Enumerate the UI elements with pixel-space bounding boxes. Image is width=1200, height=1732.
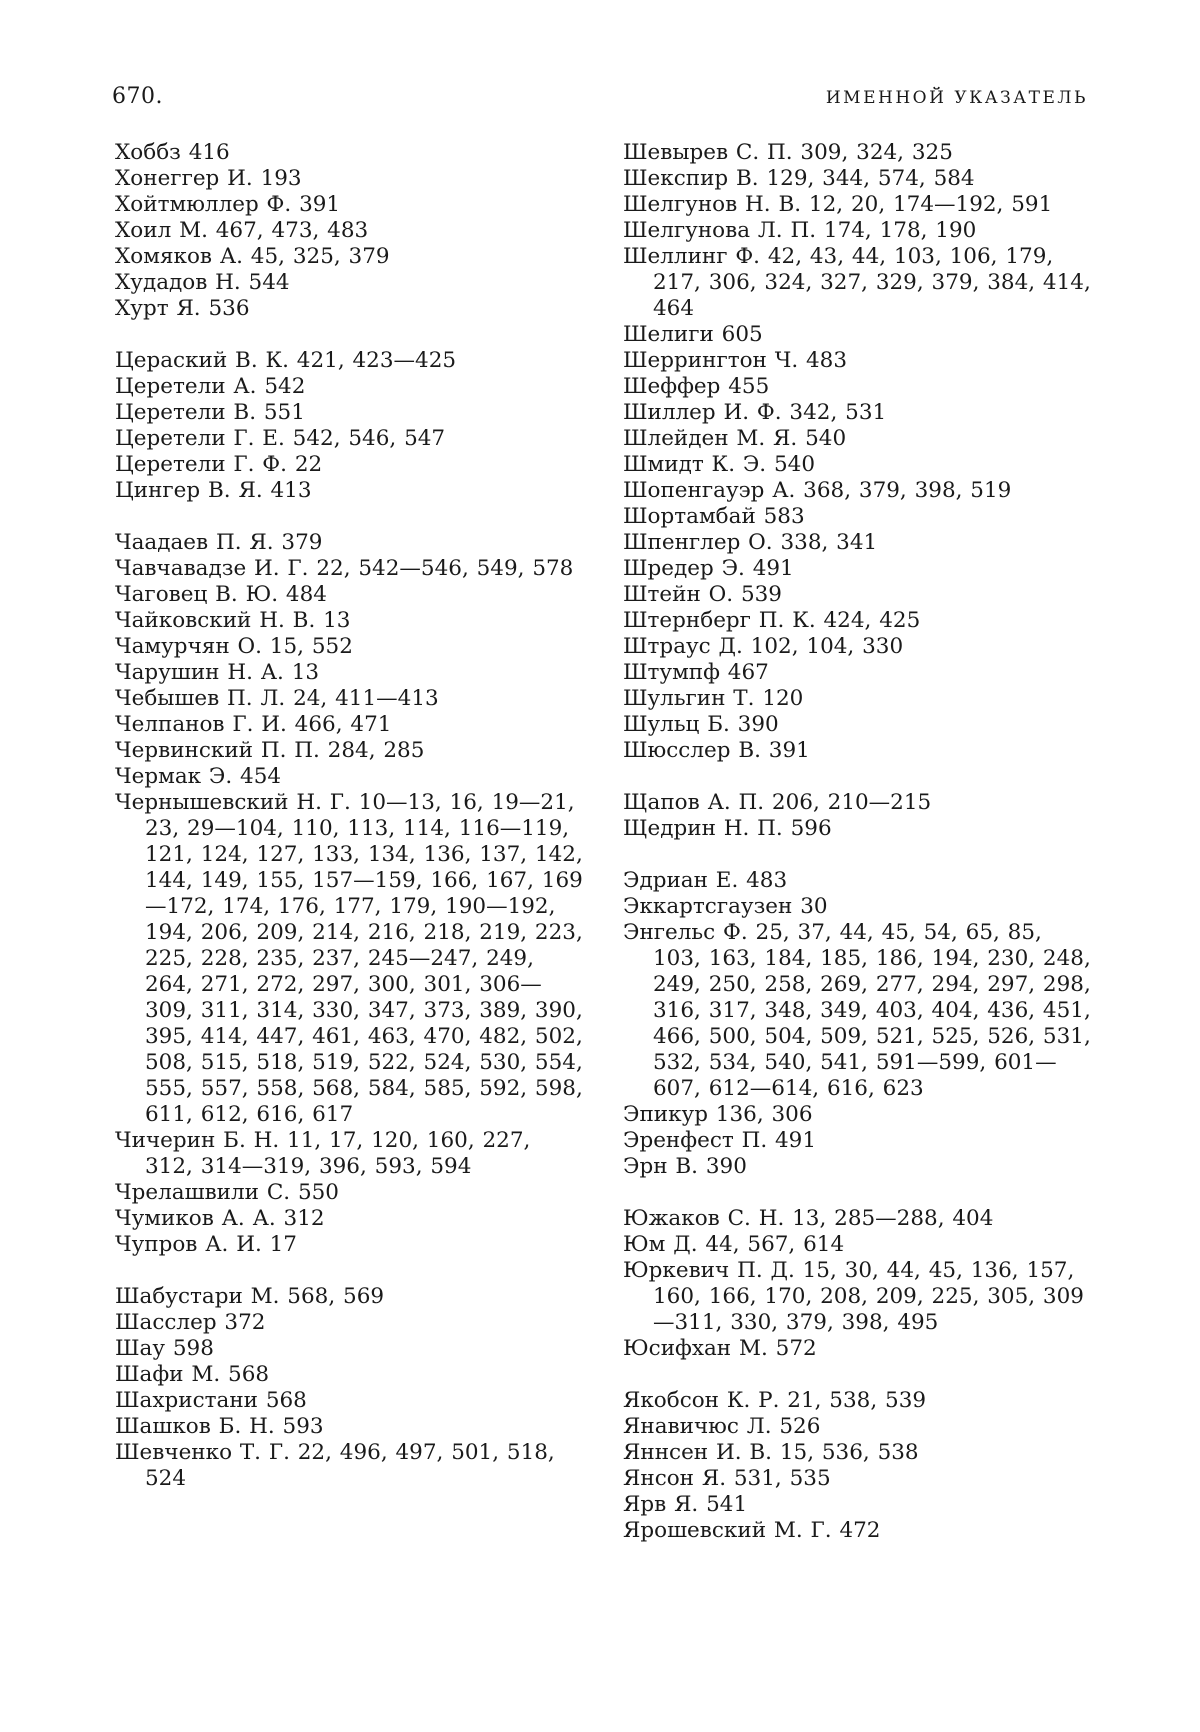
index-letter-group [115,140,585,322]
index-entry: Церетели А. 542 [115,374,306,399]
index-entry: Щедрин Н. П. 596 [623,816,832,841]
page-header [112,84,1088,114]
index-letter-group [623,868,1093,1180]
index-entry: Чичерин Б. Н. 11, 17, 120, 160, 227, 312, 314—319, 396, 593, 594 [115,1128,531,1179]
index-entry: Шелгунов Н. В. 12, 20, 174—192, 591 [623,192,1053,217]
index-entry: Хурт Я. 536 [115,296,250,321]
index-entry: Шиллер И. Ф. 342, 531 [623,400,887,425]
index-letter-group [623,1388,1093,1544]
index-letter-group [623,1206,1093,1362]
index-entry: Эккартсгаузен 30 [623,894,828,919]
index-entry: Эдриан Е. 483 [623,868,788,893]
index-entry: Шелгунова Л. П. 174, 178, 190 [623,218,977,243]
running-title: ИМЕННОЙ УКАЗАТЕЛЬ [825,88,1088,108]
index-entry: Чернышевский Н. Г. 10—13, 16, 19—21, 23, 29—104, 110, 113, 114, 116—119, 121, 124, 127, 133, 134, 136, 137, 142, 144, 149, 155, 157—159, 166, 167, 169—172, 174, 176, 177, 179, 190—192, 194, 206, 209, 214, 216, 218, 219, 223, 225, 228, 235, 237, 245—247, 249, 264, 271, 272, 297, 300, 301, 306—309, 311, 314, 330, 347, 373, 389, 390, 395, 414, 447, 461, 463, 470, 482, 502, 508, 515, 518, 519, 522, 524, 530, 554, 555, 557, 558, 568, 584, 585, 592, 598, 611, 612, 616, 617 [115,790,583,1127]
index-entry: Шеррингтон Ч. 483 [623,348,848,373]
index-entry: Чермак Э. 454 [115,764,282,789]
index-entry: Шмидт К. Э. 540 [623,452,816,477]
index-entry: Штернберг П. К. 424, 425 [623,608,921,633]
index-entry: Шортамбай 583 [623,504,805,529]
index-letter-group [115,1284,585,1492]
index-entry: Церетели В. 551 [115,400,305,425]
page-number: 670. [112,84,163,109]
index-entry: Чайковский Н. В. 13 [115,608,351,633]
index-entry: Челпанов Г. И. 466, 471 [115,712,392,737]
index-entry: Шахристани 568 [115,1388,307,1413]
index-entry: Шеффер 455 [623,374,770,399]
index-entry: Хонеггер И. 193 [115,166,302,191]
index-entry: Шабустари М. 568, 569 [115,1284,385,1309]
index-entry: Шпенглер О. 338, 341 [623,530,878,555]
index-entry: Шафи М. 568 [115,1362,270,1387]
index-entry: Шелиги 605 [623,322,763,347]
index-entry: Чупров А. И. 17 [115,1232,297,1257]
index-entry: Шау 598 [115,1336,214,1361]
index-entry: Янавичюс Л. 526 [623,1414,821,1439]
index-entry: Хойтмюллер Ф. 391 [115,192,341,217]
index-entry: Штраус Д. 102, 104, 330 [623,634,904,659]
index-entry: Церетели Г. Ф. 22 [115,452,323,477]
index-entry: Шюсслер В. 391 [623,738,810,763]
index-entry: Чавчавадзе И. Г. 22, 542—546, 549, 578 [115,556,574,581]
index-letter-group [115,530,585,1258]
index-entry: Шасслер 372 [115,1310,266,1335]
index-entry: Энгельс Ф. 25, 37, 44, 45, 54, 65, 85, 103, 163, 184, 185, 186, 194, 230, 248, 249, 250, 258, 269, 277, 294, 297, 298, 316, 317, 348, 349, 403, 404, 436, 451, 466, 500, 504, 509, 521, 525, 526, 531, 532, 534, 540, 541, 591—599, 601—607, 612—614, 616, 623 [623,920,1091,1101]
index-entry: Ярв Я. 541 [623,1492,748,1517]
index-entry: Шопенгауэр А. 368, 379, 398, 519 [623,478,1012,503]
index-entry: Шульгин Т. 120 [623,686,804,711]
index-entry: Червинский П. П. 284, 285 [115,738,425,763]
index-entry: Шеллинг Ф. 42, 43, 44, 103, 106, 179, 217, 306, 324, 327, 329, 379, 384, 414, 464 [623,244,1091,321]
index-entry: Цераский В. К. 421, 423—425 [115,348,457,373]
index-entry: Чарушин Н. А. 13 [115,660,320,685]
index-entry: Чамурчян О. 15, 552 [115,634,353,659]
index-entry: Чрелашвили С. 550 [115,1180,339,1205]
index-entry: Штумпф 467 [623,660,769,685]
index-entry: Шекспир В. 129, 344, 574, 584 [623,166,975,191]
index-entry: Эренфест П. 491 [623,1128,817,1153]
index-entry: Юм Д. 44, 567, 614 [623,1232,845,1257]
index-entry: Хоил М. 467, 473, 483 [115,218,369,243]
index-letter-group [623,790,1093,842]
index-entry: Цингер В. Я. 413 [115,478,312,503]
index-entry: Шевырев С. П. 309, 324, 325 [623,140,953,165]
index-letter-group [623,140,1093,764]
index-entry: Хомяков А. 45, 325, 379 [115,244,390,269]
index-entry: Чаговец В. Ю. 484 [115,582,327,607]
index-entry: Шредер Э. 491 [623,556,794,581]
index-entry: Щапов А. П. 206, 210—215 [623,790,932,815]
index-entry: Якобсон К. Р. 21, 538, 539 [623,1388,927,1413]
index-entry: Шашков Б. Н. 593 [115,1414,324,1439]
index-entry: Чумиков А. А. 312 [115,1206,325,1231]
index-entry: Шевченко Т. Г. 22, 496, 497, 501, 518, 524 [115,1440,555,1491]
index-entry: Ярошевский М. Г. 472 [623,1518,881,1543]
index-letter-group [115,348,585,504]
index-column-left [115,140,585,1518]
index-column-right [623,140,1093,1570]
index-entry: Чаадаев П. Я. 379 [115,530,323,555]
index-entry: Юркевич П. Д. 15, 30, 44, 45, 136, 157, 160, 166, 170, 208, 209, 225, 305, 309—311, 330, 379, 398, 495 [623,1258,1084,1335]
index-entry: Хоббз 416 [115,140,230,165]
index-entry: Церетели Г. Е. 542, 546, 547 [115,426,446,451]
index-entry: Шлейден М. Я. 540 [623,426,847,451]
index-entry: Шульц Б. 390 [623,712,779,737]
index-entry: Янсон Я. 531, 535 [623,1466,831,1491]
index-entry: Эрн В. 390 [623,1154,747,1179]
index-entry: Эпикур 136, 306 [623,1102,813,1127]
index-entry: Юсифхан М. 572 [623,1336,817,1361]
index-entry: Чебышев П. Л. 24, 411—413 [115,686,439,711]
index-entry: Штейн О. 539 [623,582,782,607]
index-entry: Яннсен И. В. 15, 536, 538 [623,1440,919,1465]
index-entry: Южаков С. Н. 13, 285—288, 404 [623,1206,994,1231]
index-entry: Худадов Н. 544 [115,270,290,295]
